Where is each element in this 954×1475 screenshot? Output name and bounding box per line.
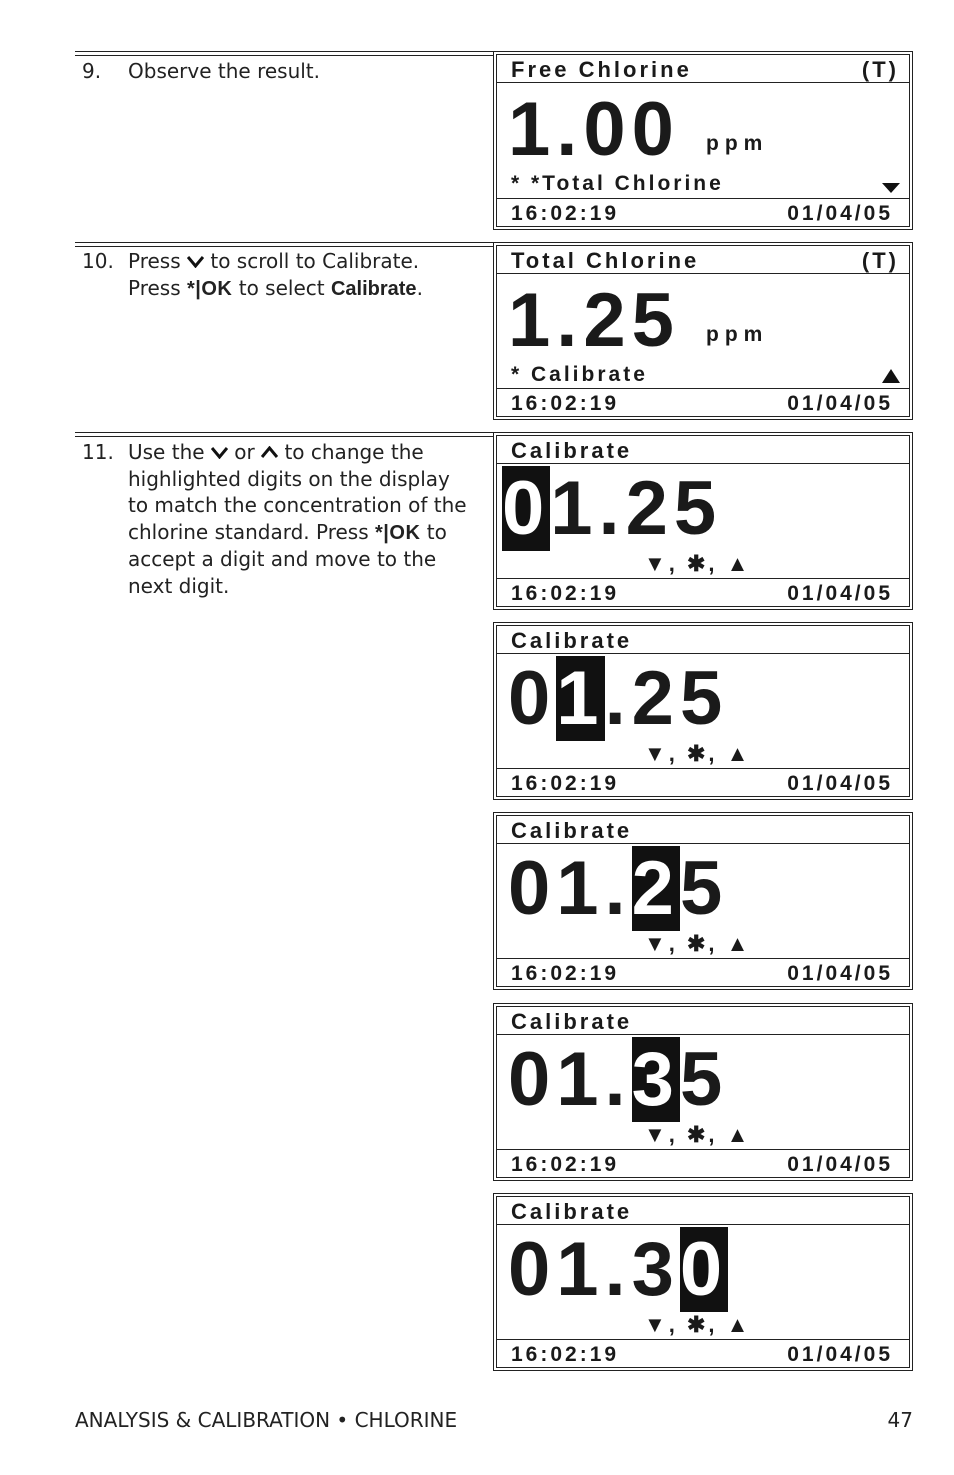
- step-text: Use the or to change the highlighted digits on the display to match the concentration of the chlorine standard. Press *|OK to accept a digit and move to the next digit.: [128, 440, 467, 598]
- lcd-display-free-chlorine: [493, 51, 913, 230]
- lcd-footer: [497, 578, 909, 606]
- lcd-title: Calibrate: [511, 1009, 633, 1034]
- highlighted-digit: 0: [502, 466, 551, 551]
- lcd-header: [497, 436, 909, 464]
- lcd-key-hints: ▼, ✱, ▲: [644, 741, 752, 766]
- chevron-down-icon: [211, 446, 228, 459]
- step-number: 10.: [82, 249, 114, 273]
- lcd-reading: 1.25: [508, 278, 680, 363]
- lcd-key-hints: ▼, ✱, ▲: [644, 1122, 752, 1147]
- lcd-reading: 01.30: [508, 1227, 729, 1312]
- ok-key-label: *|OK: [187, 277, 233, 300]
- calibrate-bold: Calibrate: [330, 277, 417, 300]
- step-10-rule: [75, 242, 493, 247]
- lcd-header: [497, 816, 909, 844]
- lcd-header: [497, 626, 909, 654]
- lcd-title: Calibrate: [511, 438, 633, 463]
- step-9-rule: [75, 51, 493, 56]
- lcd-footer: [497, 198, 909, 226]
- lcd-key-hints: ▼, ✱, ▲: [644, 931, 752, 956]
- chevron-up-icon: [261, 446, 278, 459]
- lcd-reading: 01.25: [508, 656, 729, 741]
- lcd-display-calibrate-2: [493, 622, 913, 800]
- lcd-reading: 01.25: [508, 846, 729, 931]
- lcd-display-calibrate-4: [493, 1003, 913, 1181]
- section-footer: ANALYSIS & CALIBRATION • CHLORINE: [75, 1408, 458, 1432]
- lcd-time: 16:02:19: [511, 582, 620, 605]
- lcd-footer: [497, 1339, 909, 1367]
- lcd-key-hints: ▼, ✱, ▲: [644, 1312, 752, 1337]
- lcd-unit: ppm: [706, 323, 769, 346]
- lcd-menu-line: * Calibrate: [511, 363, 648, 386]
- triangle-up-icon: [882, 369, 900, 383]
- highlighted-digit: 3: [631, 1037, 680, 1122]
- triangle-down-icon: [882, 183, 900, 193]
- lcd-footer: [497, 958, 909, 986]
- step-text: Observe the result.: [128, 59, 321, 83]
- lcd-time: 16:02:19: [511, 1343, 620, 1366]
- lcd-date: 01/04/05: [787, 772, 893, 795]
- lcd-time: 16:02:19: [511, 202, 620, 225]
- lcd-footer: [497, 768, 909, 796]
- lcd-flag: (T): [861, 248, 899, 273]
- lcd-date: 01/04/05: [787, 392, 893, 415]
- lcd-unit: ppm: [706, 132, 769, 155]
- lcd-time: 16:02:19: [511, 962, 620, 985]
- lcd-header: [497, 246, 909, 274]
- step-11-rule: [75, 432, 493, 437]
- lcd-footer: [497, 1149, 909, 1177]
- lcd-title: Calibrate: [511, 1199, 633, 1224]
- lcd-header: [497, 1197, 909, 1225]
- highlighted-digit: 0: [679, 1227, 729, 1312]
- lcd-key-hints: ▼, ✱, ▲: [644, 551, 752, 576]
- step-number: 9.: [82, 59, 102, 83]
- lcd-date: 01/04/05: [787, 202, 893, 225]
- lcd-date: 01/04/05: [787, 582, 893, 605]
- lcd-header: [497, 55, 909, 83]
- lcd-date: 01/04/05: [787, 1153, 893, 1176]
- lcd-title: Calibrate: [511, 628, 633, 653]
- lcd-header: [497, 1007, 909, 1035]
- page-number: 47: [887, 1408, 913, 1432]
- lcd-reading: 01.35: [508, 1037, 729, 1122]
- lcd-footer: [497, 388, 909, 416]
- lcd-menu-line: * *Total Chlorine: [511, 172, 724, 195]
- lcd-date: 01/04/05: [787, 1343, 893, 1366]
- ok-key-label: *|OK: [375, 521, 421, 544]
- lcd-title: Calibrate: [511, 818, 633, 843]
- step-number: 11.: [82, 440, 114, 464]
- lcd-time: 16:02:19: [511, 392, 620, 415]
- step-text: Press to scroll to Calibrate. Press *|OK to select Calibrate.: [128, 249, 423, 300]
- lcd-reading: 1.00: [508, 87, 680, 172]
- lcd-display-calibrate-3: [493, 812, 913, 990]
- lcd-title: Total Chlorine: [511, 248, 700, 273]
- chevron-down-icon: [187, 255, 204, 268]
- lcd-time: 16:02:19: [511, 1153, 620, 1176]
- lcd-reading: 01.25: [502, 466, 723, 551]
- lcd-display-calibrate-1: [493, 432, 913, 610]
- lcd-display-calibrate-5: [493, 1193, 913, 1371]
- lcd-title: Free Chlorine: [511, 57, 692, 82]
- highlighted-digit: 1: [556, 656, 605, 741]
- lcd-flag: (T): [861, 57, 899, 82]
- lcd-date: 01/04/05: [787, 962, 893, 985]
- lcd-display-total-chlorine: [493, 242, 913, 420]
- highlighted-digit: 2: [631, 846, 680, 931]
- lcd-time: 16:02:19: [511, 772, 620, 795]
